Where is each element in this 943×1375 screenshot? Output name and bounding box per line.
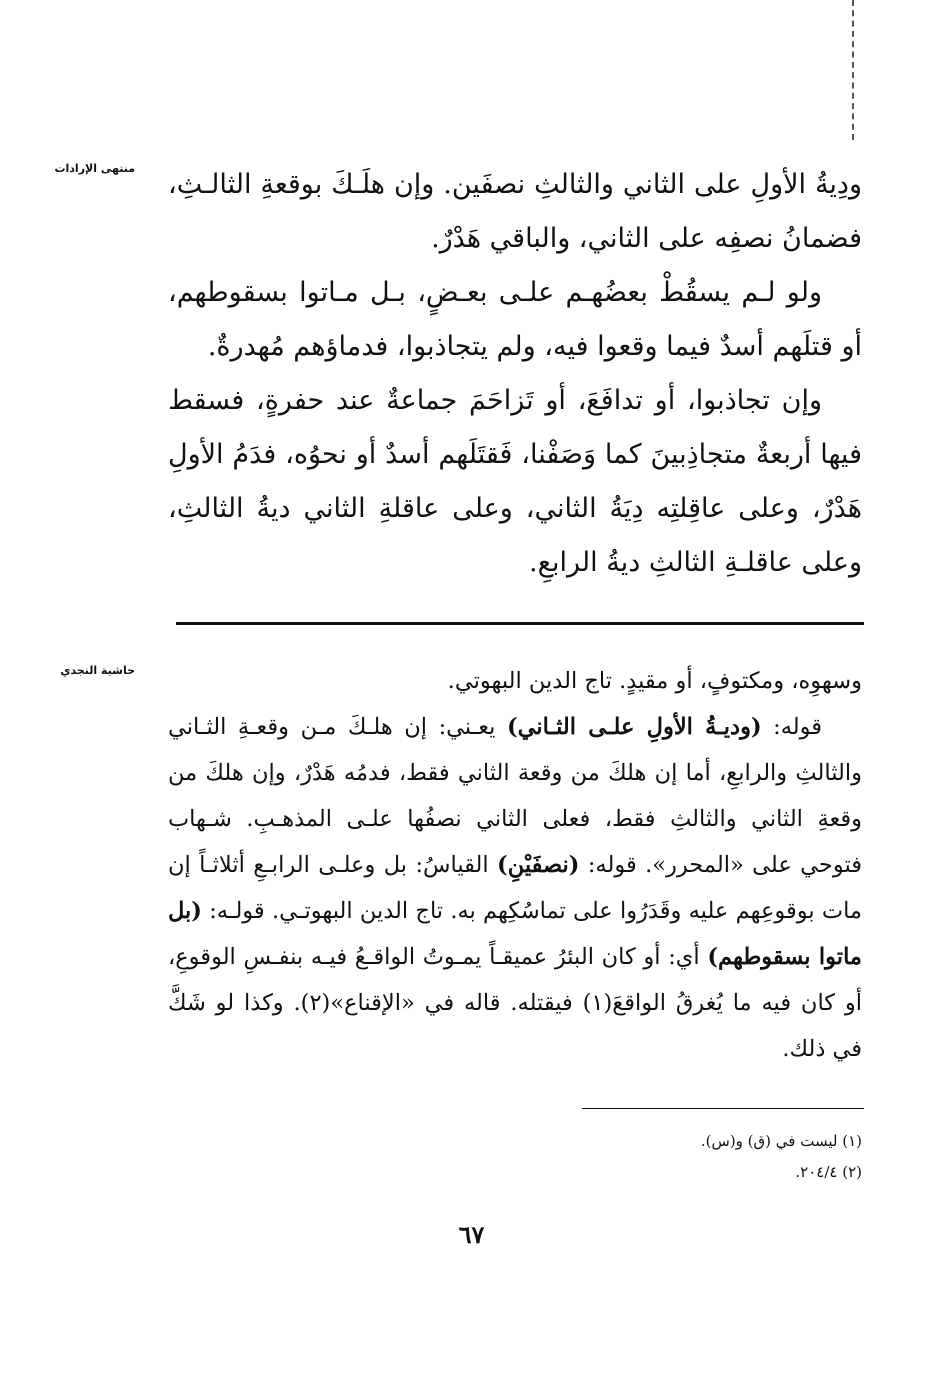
section-divider: [176, 622, 864, 625]
hashiya-line-1: وسهوِه، ومكتوفٍ، أو مقيدٍ. تاج الدين البهوتي.: [447, 668, 862, 694]
margin-label-main: منتهى الإرادات: [54, 162, 135, 175]
footnote-divider: [582, 1108, 864, 1109]
footnotes: [560, 1126, 862, 1188]
hashiya-text-segment: أي: أو كان البئرُ عميقـاً يمـوتُ الواقـعُ فيـه بنفـسِ الوقوعِ، أو كان فيه ما يُغرقُ الواقعَ(١) فيقتله. قاله في «الإقناع»(٢). وكذا لو شَكَّ في ذلك.: [168, 944, 862, 1062]
hashiya-paragraph-2: [168, 704, 862, 1072]
footnote-2: (٢) ٢٠٤/٤.: [795, 1163, 862, 1181]
main-paragraph-3: وإن تجاذبوا، أو تدافَعَ، أو تَزاحَمَ جماعةٌ عند حفرةٍ، فسقط فيها أربعةٌ متجاذِبينَ كما وَصَفْنا، فَقتَلَهم أسدٌ أو نحوُه، فدَمُ الأولِ هَدْرٌ، وعلى عاقِلتِه دِيَةُ الثاني، وعلى عاقلةِ الثاني ديةُ الثالثِ، وعلى عاقلـةِ الثالثِ ديةُ الرابعِ.: [168, 385, 862, 578]
hashiya-text-segment: يعـني: إن هلـكَ مـن وقعـةِ الثـاني والثالثِ والرابعِ، أما إن هلكَ من وقعة الثاني فقط، فدمُه هَدْرٌ، وإن هلكَ من وقعةِ الثاني والثالثِ فقط، فعلى الثاني نصفُها علـى المذهـبِ. شـهاب فتوحي على «المحرر». قوله:: [168, 714, 862, 878]
page-number: ٦٧: [458, 1220, 485, 1249]
main-paragraph-1: ودِيةُ الأولِ على الثاني والثالثِ نصفَين. وإن هلَـكَ بوقعةِ الثالـثِ، فضمانُ نصفِه على الثاني، والباقي هَدْرٌ.: [168, 169, 862, 254]
margin-label-hashiya: حاشية النجدي: [60, 664, 135, 677]
hashiya-text: [168, 658, 862, 1072]
hashiya-quote-1: (وديـةُ الأولِ علـى الثـاني): [506, 714, 762, 740]
main-paragraph-2: ولو لـم يسقُطْ بعضُهـم علـى بعـضٍ، بـل مـاتوا بسقوطهم، أو قتلَهم أسدٌ فيما وقعوا فيه، ولم يتجاذبوا، فدماؤهم مُهدرةٌ.: [168, 277, 862, 362]
hashiya-quote-2: (نصفَيْنِ): [497, 852, 580, 878]
main-text: [168, 158, 862, 590]
hashiya-text-segment: قوله:: [761, 714, 823, 740]
margin-dashed-line: [852, 0, 854, 140]
footnote-1: (١) ليست في (ق) و(س).: [700, 1132, 862, 1150]
hashiya-quote-3: (بل ماتوا بسقوطهم): [168, 898, 862, 970]
hashiya-text-segment: القياسُ: بل وعلـى الرابـعِ أثلاثـاً إن مات بوقوعِهم عليه وقَدَرُوا على تماسُكِهم به. تاج الدين البهوتـي. قولـه:: [168, 852, 862, 924]
